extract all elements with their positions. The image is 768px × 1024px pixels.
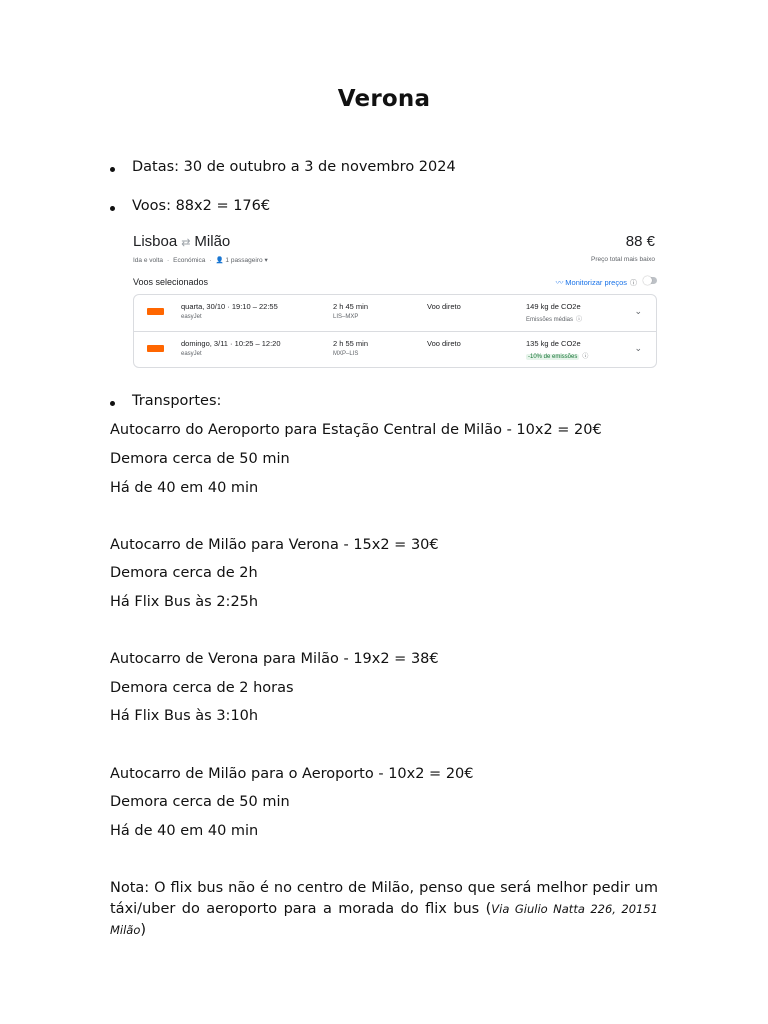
flight-airports: LIS–MXP — [333, 314, 359, 320]
flight-times: quarta, 30/10 · 19:10 – 22:55 — [181, 302, 278, 311]
chevron-down-icon: ⌄ — [634, 343, 642, 353]
flixbus-address: Via Giulio Natta 226, 20151 Milão — [110, 902, 658, 937]
note-text: Nota: O flix bus não é no centro de Milão, penso que será melhor pedir um táxi/uber do aeroporto para a morada do flix bus ( — [110, 880, 658, 917]
flight-list — [133, 294, 657, 368]
transport-line: Há de 40 em 40 min — [110, 480, 259, 496]
flight-duration: 2 h 55 min — [333, 339, 369, 348]
route-title — [133, 233, 230, 250]
swap-icon: ⇄ — [181, 237, 191, 249]
transport-line: Demora cerca de 2h — [110, 565, 258, 581]
transport-line: Há Flix Bus às 2:25h — [110, 594, 259, 610]
bullet-dot — [110, 401, 115, 406]
flight-times: domingo, 3/11 · 10:25 – 12:20 — [181, 339, 281, 348]
passenger-count: 1 passageiro — [225, 257, 263, 264]
monitor-prices — [556, 277, 637, 288]
total-price: 88 € — [625, 233, 655, 250]
flight-stops: Voo direto — [427, 339, 461, 348]
page-title: Verona — [337, 86, 431, 112]
note-paragraph — [110, 878, 658, 941]
selected-flights-heading: Voos selecionados — [133, 277, 209, 287]
flight-airports: MXP–LIS — [333, 351, 359, 357]
chevron-down-icon: ⌄ — [634, 306, 642, 316]
trip-meta: Ida e volta · Económica · 👤 1 passageiro ▾ — [133, 257, 268, 264]
origin-city: Lisboa — [133, 233, 178, 250]
transport-line: Autocarro de Milão para o Aeroporto - 10x2 = 20€ — [110, 766, 474, 782]
airline-name: easyJet — [181, 314, 202, 320]
transport-line: Há de 40 em 40 min — [110, 823, 259, 839]
bullet-dot — [110, 167, 115, 172]
co2-value: 149 kg de CO2e — [526, 302, 581, 311]
trip-type: Ida e volta — [133, 257, 163, 264]
price-note: Preço total mais baixo — [591, 256, 655, 263]
info-icon: ⓘ — [582, 354, 589, 360]
monitor-label: Monitorizar preços — [565, 278, 627, 287]
transport-line: Há Flix Bus às 3:10h — [110, 708, 259, 724]
person-icon: 👤 — [215, 257, 224, 264]
trend-icon: 〰 — [555, 278, 564, 287]
note-close: ) — [140, 922, 147, 938]
flight-row-return — [134, 331, 656, 368]
flight-stops: Voo direto — [427, 302, 461, 311]
transport-line: Autocarro de Milão para Verona - 15x2 = 30€ — [110, 537, 439, 553]
transport-line: Demora cerca de 50 min — [110, 451, 290, 467]
dropdown-icon: ▾ — [264, 257, 268, 264]
transport-line: Demora cerca de 2 horas — [110, 680, 294, 696]
transport-line: Demora cerca de 50 min — [110, 794, 290, 810]
info-icon: ⓘ — [630, 280, 637, 287]
transport-heading: Transportes: — [132, 393, 222, 409]
dates-text: Datas: 30 de outubro a 3 de novembro 2024 — [132, 159, 456, 175]
info-icon: ⓘ — [576, 317, 583, 323]
easyjet-logo — [147, 308, 164, 315]
flight-screenshot — [120, 228, 665, 370]
co2-value: 135 kg de CO2e — [526, 339, 581, 348]
flights-text: Voos: 88x2 = 176€ — [132, 198, 271, 214]
monitor-toggle — [643, 277, 657, 284]
destination-city: Milão — [194, 233, 231, 250]
cabin-class: Económica — [173, 257, 206, 264]
bullet-dot — [110, 206, 115, 211]
transport-line: Autocarro do Aeroporto para Estação Central de Milão - 10x2 = 20€ — [110, 422, 602, 438]
flight-row-outbound — [134, 295, 656, 331]
airline-name: easyJet — [181, 351, 202, 357]
flight-duration: 2 h 45 min — [333, 302, 369, 311]
emissions-note: Emissões médias ⓘ — [526, 317, 583, 323]
easyjet-logo — [147, 345, 164, 352]
transport-line: Autocarro de Verona para Milão - 19x2 = 38€ — [110, 651, 439, 667]
emissions-note: -10% de emissões ⓘ — [528, 354, 589, 360]
